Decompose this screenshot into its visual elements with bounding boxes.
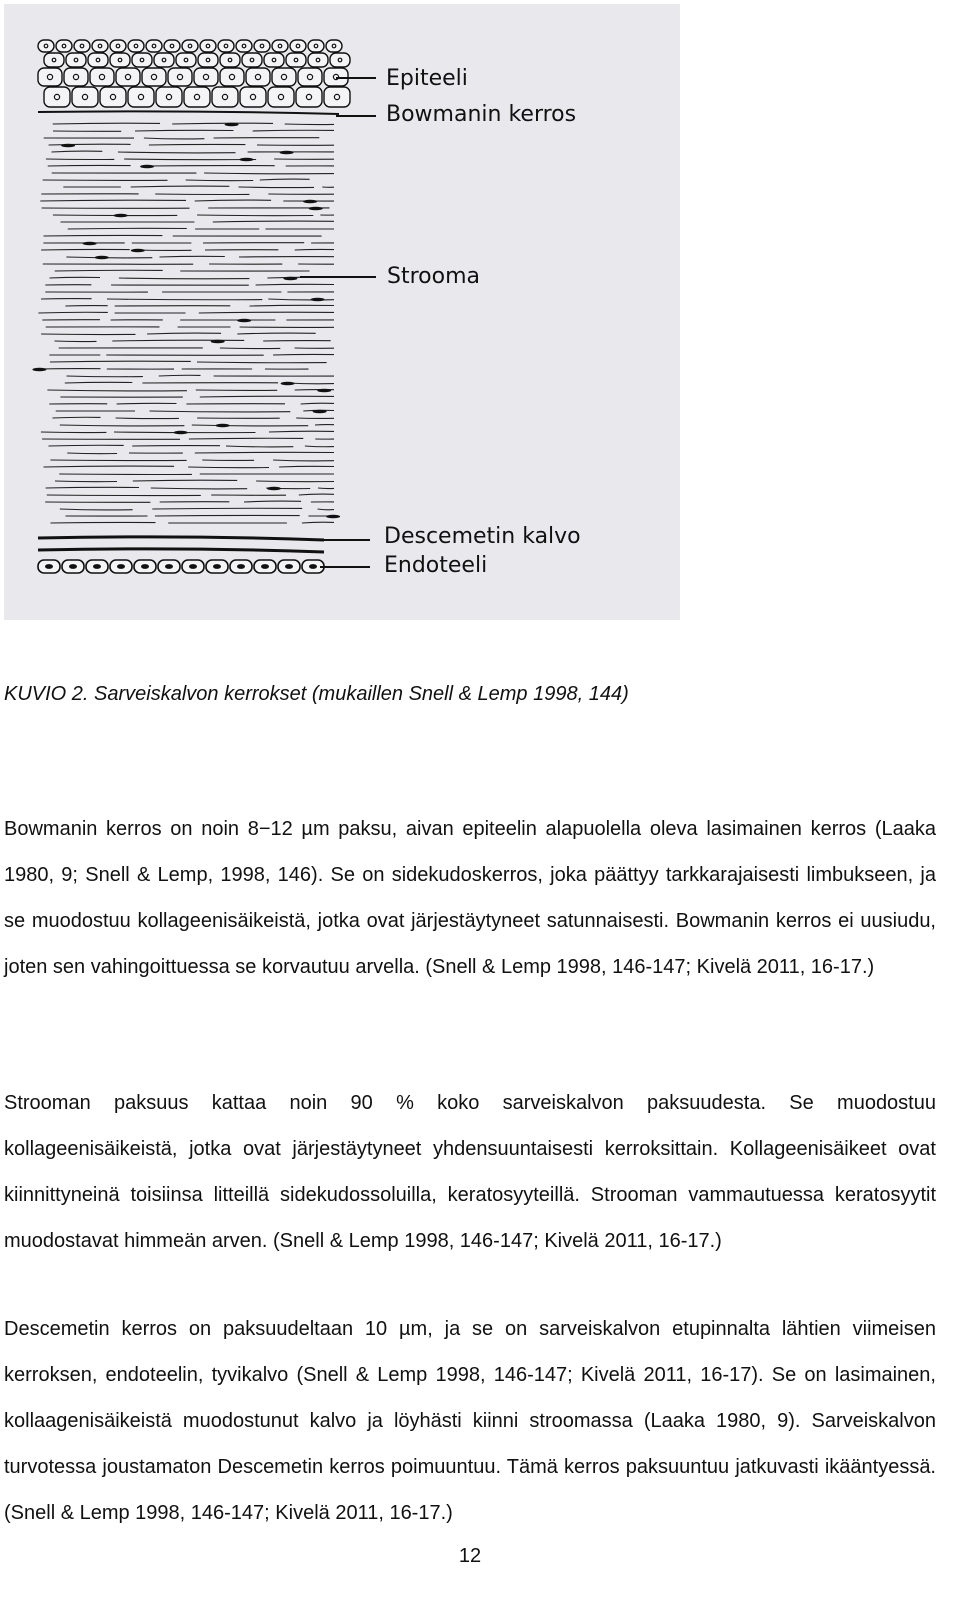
cell-nucleus <box>93 564 101 569</box>
epithelial-cell <box>326 40 342 52</box>
keratocyte <box>313 410 327 414</box>
epithelial-cell <box>110 40 126 52</box>
epithelial-cell <box>182 40 198 52</box>
epithelial-cell <box>132 53 152 67</box>
epithelial-cell <box>142 68 166 86</box>
stroma-fiber <box>152 508 302 509</box>
stroma-fiber <box>204 173 334 174</box>
keratocyte <box>283 277 297 281</box>
label-bowman: Bowmanin kerros <box>386 102 577 127</box>
keratocyte <box>95 256 109 260</box>
cell-nucleus <box>165 564 173 569</box>
cell-nucleus <box>261 564 269 569</box>
stroma-fiber <box>124 159 256 160</box>
keratocyte <box>237 319 251 323</box>
epithelial-cell <box>268 87 294 107</box>
stroma-fiber <box>273 354 334 355</box>
stroma-fiber <box>159 375 201 376</box>
keratocyte <box>309 207 323 211</box>
stroma-fiber <box>237 333 315 334</box>
stroma-fiber <box>67 453 117 454</box>
descemet-membrane <box>38 537 324 540</box>
stroma-fiber <box>38 312 107 313</box>
epithelial-cell <box>308 40 324 52</box>
stroma-fiber <box>44 466 175 467</box>
epithelial-cell <box>72 87 98 107</box>
bowman-leader <box>336 115 376 117</box>
stroma-fiber <box>256 481 334 482</box>
epithelial-cell <box>324 87 350 107</box>
epithelial-cell <box>272 40 288 52</box>
stroma-fiber <box>172 123 273 124</box>
stroma-leader <box>300 276 376 278</box>
stroma-fiber <box>133 480 237 481</box>
stroma-fiber <box>44 235 163 236</box>
stroma-fiber <box>318 488 334 489</box>
epithelial-cell <box>168 68 192 86</box>
epithelial-cell <box>212 87 238 107</box>
cell-nucleus <box>69 564 77 569</box>
epithelial-cell <box>236 40 252 52</box>
stroma-fiber <box>47 390 187 391</box>
stroma-fiber <box>117 403 177 404</box>
cornea-layers-figure <box>4 4 680 620</box>
label-stroma: Strooma <box>387 264 480 289</box>
stroma-fiber <box>46 487 139 488</box>
stroma-fiber <box>269 431 334 432</box>
keratocyte <box>317 389 331 393</box>
keratocyte <box>267 487 281 491</box>
stroma-fiber <box>135 130 234 131</box>
keratocyte <box>240 158 254 162</box>
stroma-fiber <box>52 151 103 152</box>
stroma-fiber <box>213 221 334 222</box>
stroma-fiber <box>295 249 334 250</box>
epithelial-cell <box>184 87 210 107</box>
epithelial-cell <box>88 53 108 67</box>
epithelium-leader <box>336 77 376 79</box>
epithelial-cell <box>154 53 174 67</box>
stroma-fiber <box>160 256 225 257</box>
epithelial-cell <box>240 87 266 107</box>
keratocyte <box>140 165 154 169</box>
cell-nucleus <box>141 564 149 569</box>
epithelial-cell <box>164 40 180 52</box>
stroma-fiber <box>68 228 187 229</box>
stroma-fiber <box>149 144 246 145</box>
epithelial-cell <box>38 68 62 86</box>
descemet-membrane <box>38 549 324 552</box>
stroma-fiber <box>47 495 201 496</box>
stroma-fiber <box>299 494 334 495</box>
stroma-fiber <box>50 277 101 278</box>
stroma-fiber <box>53 417 101 418</box>
cell-nucleus <box>213 564 221 569</box>
keratocyte <box>280 151 294 155</box>
stroma-fiber <box>66 257 152 258</box>
stroma-fiber <box>65 382 133 383</box>
epithelial-cell <box>116 68 140 86</box>
cell-nucleus <box>309 564 317 569</box>
cell-nucleus <box>285 564 293 569</box>
stroma-fiber <box>48 165 131 166</box>
epithelial-cell <box>128 87 154 107</box>
stroma-fiber <box>305 446 334 447</box>
stroma-fiber <box>244 501 301 502</box>
epithelial-cell <box>74 40 90 52</box>
stroma-fiber <box>49 445 124 446</box>
stroma-fiber <box>41 334 135 335</box>
stroma-fiber <box>220 348 280 349</box>
epithelial-cell <box>298 68 322 86</box>
epithelial-cell <box>254 40 270 52</box>
cell-nucleus <box>45 564 53 569</box>
keratocyte <box>114 214 128 218</box>
epithelial-cell <box>128 40 144 52</box>
epithelial-cell <box>110 53 130 67</box>
stroma-fiber <box>200 396 334 397</box>
epithelial-cell <box>156 87 182 107</box>
stroma-fiber <box>318 509 334 510</box>
epithelial-cell <box>272 68 296 86</box>
stroma-fiber <box>118 152 236 153</box>
stroma-fiber <box>50 361 191 362</box>
keratocyte <box>174 431 188 435</box>
epithelial-cell <box>220 68 244 86</box>
stroma-fiber <box>144 138 205 139</box>
epithelial-cell <box>146 40 162 52</box>
epithelial-cell <box>290 40 306 52</box>
epithelial-cell <box>218 40 234 52</box>
stroma-fiber <box>192 425 308 426</box>
epithelial-cell <box>44 53 64 67</box>
stroma-fiber <box>189 438 303 439</box>
stroma-fiber <box>119 278 250 279</box>
stroma-fiber <box>50 460 186 461</box>
epithelial-cell <box>44 87 70 107</box>
keratocyte <box>131 249 145 253</box>
stroma-fiber <box>53 123 160 124</box>
epithelial-cell <box>198 53 218 67</box>
epithelial-cell <box>200 40 216 52</box>
stroma-fiber <box>301 403 334 404</box>
stroma-fiber <box>226 446 293 447</box>
epithelial-cell <box>286 53 306 67</box>
keratocyte <box>326 515 340 519</box>
keratocyte <box>303 200 317 204</box>
stroma-fiber <box>107 299 262 300</box>
stroma-fiber <box>41 432 107 433</box>
epithelial-cell <box>296 87 322 107</box>
stroma-fiber <box>40 200 186 201</box>
figure-caption: KUVIO 2. Sarveiskalvon kerrokset (mukaillen Snell & Lemp 1998, 144) <box>4 683 629 705</box>
stroma-fiber <box>239 187 315 188</box>
keratocyte <box>311 298 325 302</box>
stroma-fiber <box>302 522 334 523</box>
stroma-fiber <box>147 333 221 334</box>
epithelial-cell <box>308 53 328 67</box>
stroma-fiber <box>60 425 185 426</box>
epithelial-cell <box>100 87 126 107</box>
keratocyte <box>32 368 46 372</box>
keratocyte <box>211 340 225 344</box>
stroma-fiber <box>195 452 334 453</box>
cell-nucleus <box>117 564 125 569</box>
stroma-fiber <box>150 411 291 412</box>
stroma-fiber <box>186 180 254 181</box>
stroma-fiber <box>55 270 163 271</box>
paragraph-bowman: Bowmanin kerros on noin 8−12 µm paksu, aivan epiteelin alapuolella oleva lasimainen kerros (Laaka 1980, 9; Snell & Lemp, 1998, 146). Se on sidekudoskerros, joka päättyy tarkkarajaisesti limbukseen, ja se muodostuu kollageenisäikeistä, jotka ovat järjestäytyneet satunnaisesti. Bowmanin kerros ei uusiudu, joten sen vahingoittuessa se korvautuu arvella. (Snell & Lemp 1998, 146-147; Kivelä 2011, 16-17.) <box>4 818 936 978</box>
label-descemet: Descemetin kalvo <box>384 524 581 549</box>
epithelial-cell <box>194 68 218 86</box>
cell-nucleus <box>189 564 197 569</box>
epithelial-cell <box>92 40 108 52</box>
stroma-fiber <box>253 130 334 131</box>
epithelial-cell <box>64 68 88 86</box>
stroma-fiber <box>55 481 117 482</box>
stroma-fiber <box>279 466 334 467</box>
stroma-fiber <box>285 124 334 125</box>
stroma-fiber <box>155 515 300 516</box>
stroma-fiber <box>116 418 179 419</box>
keratocyte <box>61 144 75 148</box>
label-endothelium: Endoteeli <box>384 553 488 578</box>
epithelial-cell <box>246 68 270 86</box>
stroma-fiber <box>188 467 269 468</box>
stroma-fiber <box>260 179 310 180</box>
stroma-fiber <box>197 215 313 216</box>
epithelial-cell <box>38 40 54 52</box>
keratocyte <box>225 123 239 127</box>
epithelial-cell <box>66 53 86 67</box>
epithelial-cell <box>242 53 262 67</box>
epithelial-cell <box>90 68 114 86</box>
stroma-fiber <box>67 376 143 377</box>
stroma-fiber <box>112 340 244 341</box>
stroma-fiber <box>195 200 271 201</box>
paragraph-descemet: Descemetin kerros on paksuudeltaan 10 µm, ja se on sarveiskalvon etupinnalta lähtien viimeisen kerroksen, endoteelin, tyvikalvo (Snell & Lemp 1998, 146-147; Kivelä 2011, 16-17). Se on lasimainen, kollaagenisäikeistä muodostunut kalvo ja löyhästi kiinni stroomassa (Laaka 1980, 9). Sarveiskalvon turvotessa joustamaton Descemetin kerros poimuuntuu. Tämä kerros paksuuntuu jatkuvasti ikääntyessä. (Snell & Lemp 1998, 146-147; Kivelä 2011, 16-17.) <box>4 1318 936 1524</box>
page-number: 12 <box>458 1545 482 1567</box>
stroma-fiber <box>51 522 156 523</box>
paragraph-stroma: Strooman paksuus kattaa noin 90 % koko sarveiskalvon paksuudesta. Se muodostuu kollageenisäikeistä, jotka ovat järjestäytyneet yhdensuuntaisesti kerroksittain. Kollageenisäikeet ovat kiinnittyneinä toisiinsa litteillä sidekudossoluilla, keratosyyteillä. Strooman vammautuessa keratosyytit muodostavat himmeän arven. (Snell & Lemp 1998, 146-147; Kivelä 2011, 16-17.) <box>4 1092 936 1252</box>
stroma-fiber <box>49 144 131 145</box>
stroma-fiber <box>197 362 327 363</box>
stroma-fiber <box>131 186 230 187</box>
stroma-fiber <box>273 460 334 461</box>
epithelial-cell <box>176 53 196 67</box>
stroma-fiber <box>256 284 334 285</box>
stroma-fiber <box>199 312 334 313</box>
cell-nucleus <box>237 564 245 569</box>
keratocyte <box>281 382 295 386</box>
stroma-fiber <box>55 341 97 342</box>
descemet-leader <box>320 539 370 541</box>
keratocyte <box>216 424 230 428</box>
label-epithelium: Epiteeli <box>386 66 468 91</box>
keratocyte <box>83 242 97 246</box>
epithelial-cell <box>330 53 350 67</box>
endothelium-leader <box>320 566 370 568</box>
stroma-fiber <box>60 509 133 510</box>
stroma-fiber <box>151 488 247 489</box>
epithelial-cell <box>264 53 284 67</box>
epithelial-cell <box>220 53 240 67</box>
bowman-layer-line <box>38 111 339 114</box>
stroma-fiber <box>41 249 130 250</box>
stroma-fiber <box>250 305 335 306</box>
epithelial-cell <box>56 40 72 52</box>
